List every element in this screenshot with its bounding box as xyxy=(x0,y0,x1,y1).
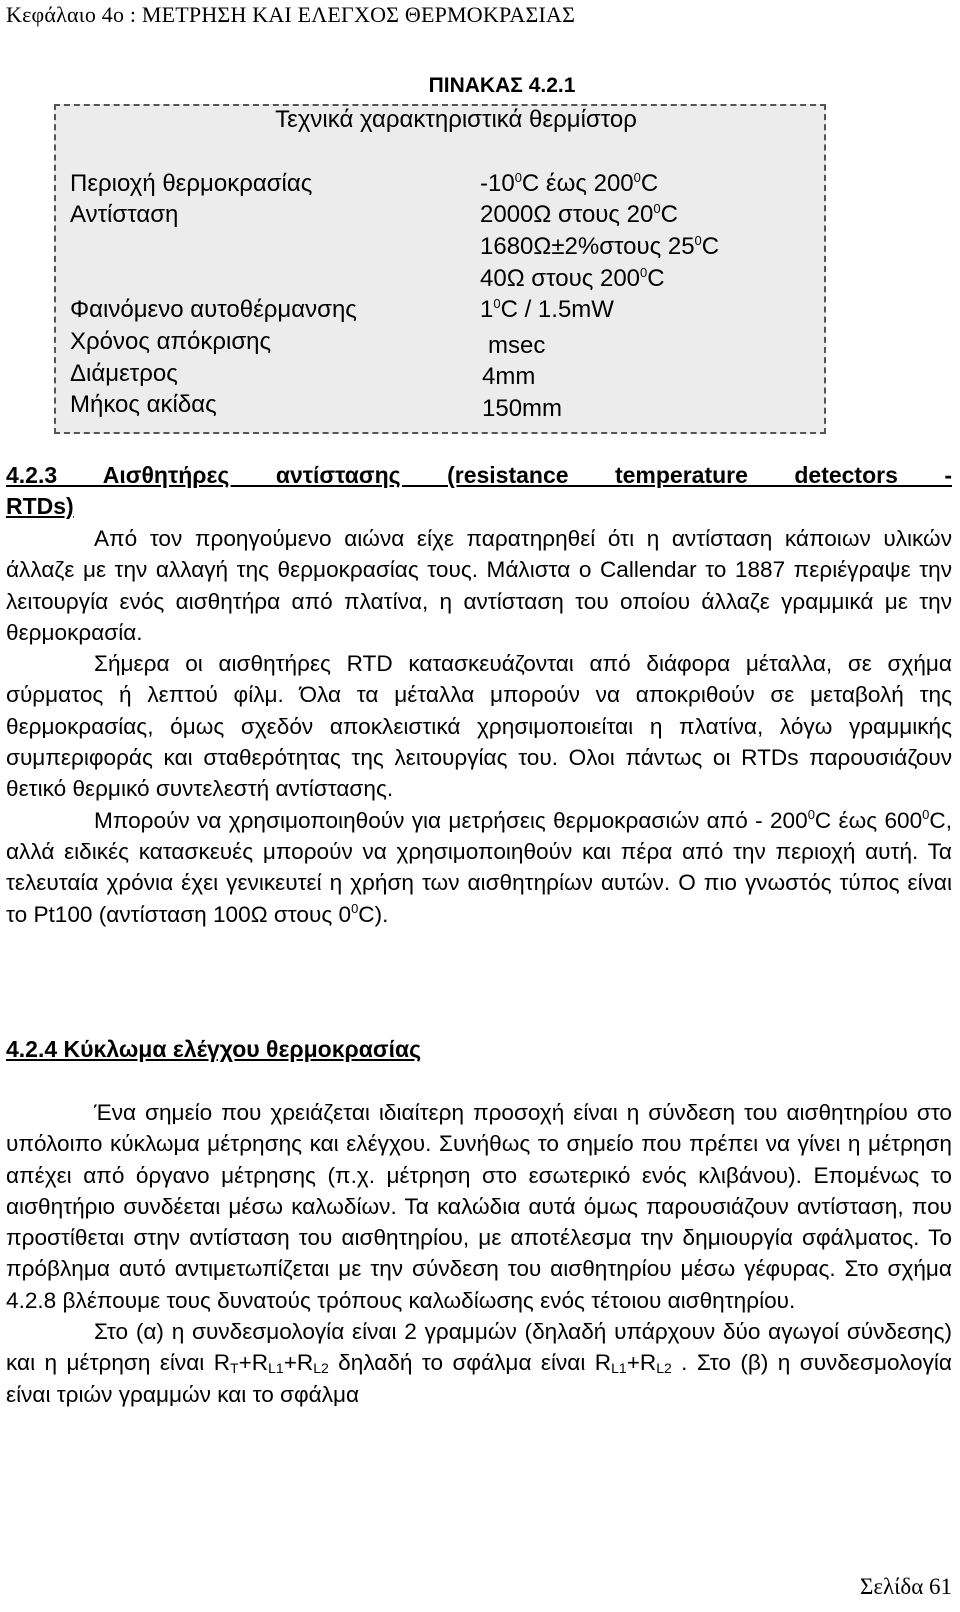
subscript: L1 xyxy=(268,1360,284,1377)
row-resistance-value-1 xyxy=(480,201,678,229)
value-part: C / 1.5mW xyxy=(500,296,614,323)
paragraph xyxy=(6,805,952,930)
section-424-body xyxy=(6,1097,952,1410)
row-pin-length-label: Μήκος ακίδας xyxy=(70,391,217,418)
degree-sup: 0 xyxy=(694,233,702,248)
section-424-heading: 4.2.4 Κύκλωμα ελέγχου θερμοκρασίας xyxy=(6,1036,422,1062)
section-423-heading-line2: RTDs) xyxy=(6,493,74,519)
row-response-time-value: msec xyxy=(488,332,546,359)
degree-sup: 0 xyxy=(633,170,641,185)
value-part: 40Ω στους 200 xyxy=(480,265,641,292)
value-part: C xyxy=(640,170,659,197)
text-span: Μπορούν να χρησιμοποιηθούν για μετρήσεις θερμοκρασιών από - 200 xyxy=(94,807,808,833)
value-part: 1 xyxy=(480,296,494,323)
chapter-title: Κεφάλαιο 4ο : ΜΕΤΡΗΣΗ ΚΑΙ ΕΛΕΓΧΟΣ ΘΕΡΜΟΚΡΑΣΙΑΣ xyxy=(6,2,576,27)
text-span: δηλαδή το σφάλμα είναι R xyxy=(328,1350,612,1376)
degree-sup: 0 xyxy=(351,900,359,916)
text-span: Στο (α) η συνδεσμολογία είναι 2 γραμμών (δηλαδή υπάρχουν δύο αγωγοί σύνδεσης) και η μέτρηση είναι R xyxy=(6,1319,952,1376)
value-part: C έως 200 xyxy=(521,170,634,197)
paragraph xyxy=(6,1316,952,1410)
value-part: -10 xyxy=(480,170,515,197)
degree-sup: 0 xyxy=(922,806,930,822)
row-self-heating-value xyxy=(480,296,614,324)
row-diameter-value: 4mm xyxy=(482,363,536,390)
text-span: +R xyxy=(283,1350,314,1376)
page-number: Σελίδα 61 xyxy=(859,1574,952,1599)
row-response-time-label: Χρόνος απόκρισης xyxy=(70,328,272,355)
row-resistance-label: Αντίσταση xyxy=(70,201,179,228)
paragraph: Ένα σημείο που χρειάζεται ιδιαίτερη προσοχή είναι η σύνδεση του αισθητηρίου στο υπόλοιπο κύκλωμα μέτρησης και ελέγχου. Συνήθως το σημείο που πρέπει να γίνει η μέτρηση απέχει από όργανο μέτρησης (π.χ. μέτρηση στο εσωτερικό ενός κλιβάνου). Επομένως το αισθητήριο συνδέεται μέσω καλωδίων. Τα καλώδια αυτά όμως παρουσιάζουν αντίσταση, που προστίθεται στην αντίσταση του αισθητηρίου, με αποτέλεσμα την δημιουργία σφάλματος. Το πρόβλημα αυτό αντιμετωπίζεται με την σύνδεση του αισθητηρίου μέσω γέφυρας. Στο σχήμα 4.2.8 βλέπουμε τους δυνατούς τρόπους καλωδίωσης ενός τέτοιου αισθητηρίου. xyxy=(6,1100,952,1313)
text-span: +R xyxy=(626,1350,657,1376)
row-diameter-label: Διάμετρος xyxy=(70,360,178,387)
subscript: L2 xyxy=(656,1360,672,1377)
text-span: +R xyxy=(238,1350,269,1376)
chapter-header xyxy=(6,2,575,28)
value-part: 1680Ω±2%στους 25 xyxy=(480,233,695,260)
paragraph: Από τον προηγούμενο αιώνα είχε παρατηρηθεί ότι η αντίσταση κάποιων υλικών άλλαζε με την αλλαγή της θερμοκρασίας τους. Μάλιστα ο Callendar το 1887 περιέγραψε την λειτουργία ενός αισθητήρα από πλατίνα, η αντίσταση του οποίου άλλαζε γραμμικά με την θερμοκρασία. xyxy=(6,526,952,645)
text-span: C έως 600 xyxy=(814,807,923,833)
subscript: L2 xyxy=(313,1360,329,1377)
row-resistance-value-2 xyxy=(480,233,719,261)
paragraph: Σήμερα οι αισθητήρες RTD κατασκευάζονται από διάφορα μέταλλα, σε σχήμα σύρματος ή λεπτού φίλμ. Όλα τα μέταλλα μπορούν να αποκριθούν σε μεταβολή της θερμοκρασίας, όμως σχεδόν αποκλειστικά χρησιμοποιείται η πλατίνα, λόγω γραμμικής συμπεριφοράς και σταθερότητας της λειτουργίας του. Ολοι πάντως οι RTDs παρουσιάζουν θετικό θερμικό συντελεστή αντίστασης. xyxy=(6,651,952,802)
value-part: C xyxy=(701,233,720,260)
row-pin-length-value: 150mm xyxy=(482,395,563,422)
row-self-heating-label: Φαινόμενο αυτοθέρμανσης xyxy=(70,296,357,323)
degree-sup: 0 xyxy=(640,265,648,280)
degree-sup: 0 xyxy=(807,806,815,822)
degree-sup: 0 xyxy=(514,170,522,185)
text-span: C). xyxy=(358,901,389,927)
text-span: C, αλλά ειδικές κατασκευές μπορούν να χρησιμοποιηθούν και πέρα από την περιοχή αυτή. Τα τελευταία χρόνια έχει γενικευτεί η χρήση των αισθητηρίων αυτών. Ο πιο γνωστός τύπος είναι το Pt100 (αντίσταση 100Ω στους 0 xyxy=(6,807,952,927)
section-423-body xyxy=(6,523,952,930)
value-part: 2000Ω στους 20 xyxy=(480,201,654,228)
table-subtitle: Τεχνικά χαρακτηριστικά θερμίστορ xyxy=(275,106,637,133)
value-part: C xyxy=(660,201,678,228)
value-part: C xyxy=(647,265,665,292)
row-temp-range-label: Περιοχή θερμοκρασίας xyxy=(70,170,313,197)
subscript: L1 xyxy=(611,1360,627,1377)
degree-sup: 0 xyxy=(493,296,501,311)
row-temp-range-value xyxy=(480,170,658,198)
row-resistance-value-3 xyxy=(480,265,665,293)
text-span: . Στο (β) η συνδεσμολογία είναι τριών γραμμών και το σφάλμα xyxy=(6,1350,952,1407)
table-caption: ΠΙΝΑΚΑΣ 4.2.1 xyxy=(428,74,576,97)
section-423-heading-line1: 4.2.3 Αισθητήρες αντίστασης (resistance temperature detectors - xyxy=(6,462,952,488)
subscript: T xyxy=(230,1360,239,1377)
degree-sup: 0 xyxy=(653,201,661,216)
